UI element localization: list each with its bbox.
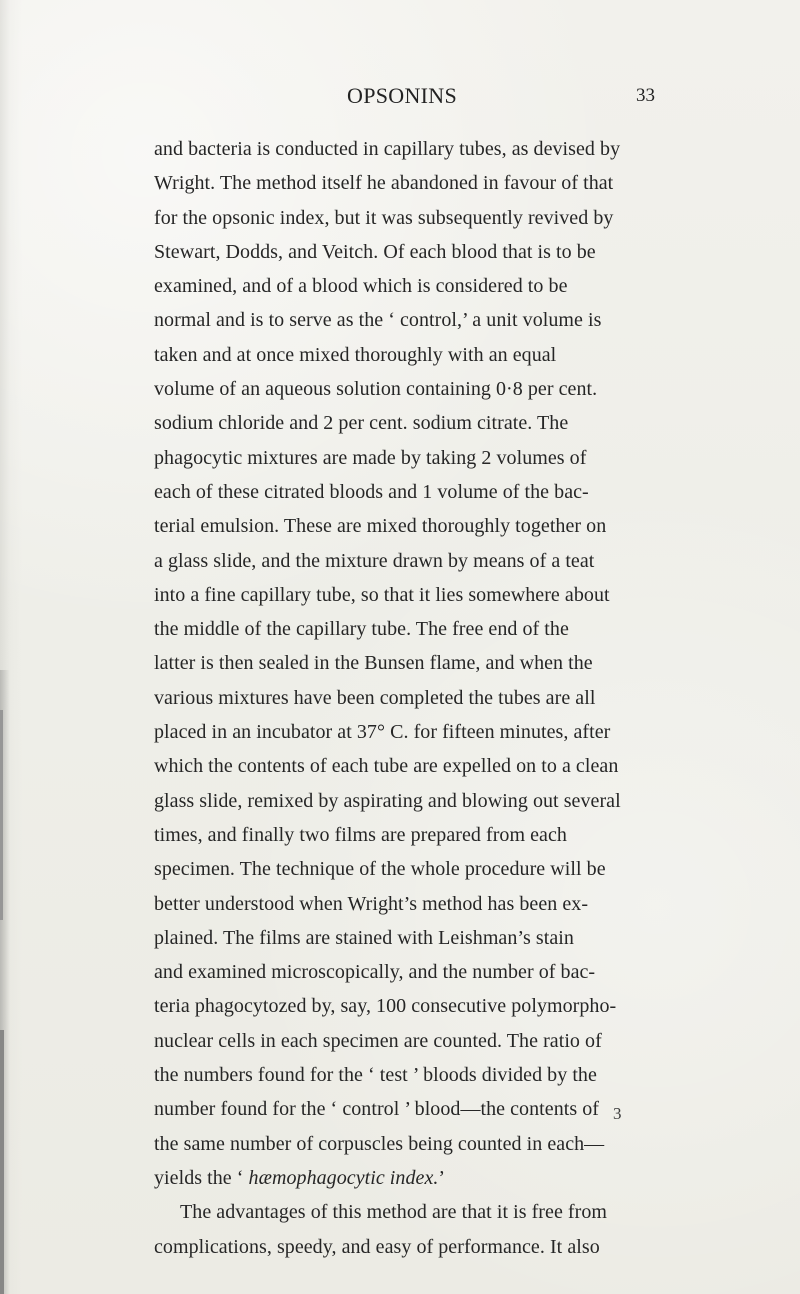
text-line: the numbers found for the ‘ test ’ bloods divided by the xyxy=(154,1064,597,1087)
text-line: times, and finally two films are prepared from each xyxy=(154,823,567,846)
text-line: complications, speedy, and easy of performance. It also xyxy=(154,1235,600,1258)
text-line: each of these citrated bloods and 1 volume of the bac- xyxy=(154,480,589,503)
text-line: various mixtures have been completed the tubes are all xyxy=(154,686,596,709)
text-line: volume of an aqueous solution containing 0·8 per cent. xyxy=(154,378,598,401)
text-line: sodium chloride and 2 per cent. sodium citrate. The xyxy=(154,412,569,435)
text-line: terial emulsion. These are mixed thoroughly together on xyxy=(154,515,607,538)
text-line: number found for the ‘ control ’ blood—the contents of xyxy=(154,1098,599,1121)
text-line: nuclear cells in each specimen are counted. The ratio of xyxy=(154,1029,602,1052)
text-line: into a fine capillary tube, so that it lies somewhere about xyxy=(154,583,610,606)
paragraph-start-line: The advantages of this method are that it is free from xyxy=(180,1201,607,1224)
index-prefix: yields the ‘ xyxy=(154,1166,249,1189)
running-header xyxy=(0,82,800,110)
page-number: 33 xyxy=(636,85,655,106)
text-line: the middle of the capillary tube. The free end of the xyxy=(154,618,569,641)
index-definition-line xyxy=(154,1161,654,1195)
text-line: normal and is to serve as the ‘ control,’ a unit volume is xyxy=(154,309,602,332)
text-line: specimen. The technique of the whole procedure will be xyxy=(154,858,606,881)
page-title: OPSONINS xyxy=(347,83,457,108)
text-line: phagocytic mixtures are made by taking 2 volumes of xyxy=(154,446,587,469)
text-line: and bacteria is conducted in capillary tubes, as devised by xyxy=(154,138,621,160)
text-line: latter is then sealed in the Bunsen flame, and when the xyxy=(154,652,593,675)
text-line: plained. The films are stained with Leishman’s stain xyxy=(154,926,574,949)
main-text xyxy=(154,132,654,1264)
text-line: teria phagocytozed by, say, 100 consecutive polymorpho- xyxy=(154,995,617,1018)
text-line: for the opsonic index, but it was subsequently revived by xyxy=(154,206,614,229)
text-line: placed in an incubator at 37° C. for fifteen minutes, after xyxy=(154,721,611,744)
text-line: glass slide, remixed by aspirating and blowing out several xyxy=(154,789,621,812)
text-line: taken and at once mixed thoroughly with an equal xyxy=(154,343,557,366)
index-term: hæmophagocytic index. xyxy=(248,1166,439,1189)
text-line: Stewart, Dodds, and Veitch. Of each blood that is to be xyxy=(154,240,596,263)
text-line: better understood when Wright’s method has been ex- xyxy=(154,892,589,915)
text-line: the same number of corpuscles being counted in each— xyxy=(154,1132,605,1155)
text-line: Wright. The method itself he abandoned in favour of that xyxy=(154,172,614,195)
index-suffix: ’ xyxy=(438,1166,446,1189)
text-line: and examined microscopically, and the number of bac- xyxy=(154,961,596,984)
binding-edge-marks xyxy=(0,670,10,1294)
text-line: examined, and of a blood which is considered to be xyxy=(154,275,568,298)
text-line: which the contents of each tube are expelled on to a clean xyxy=(154,755,619,778)
text-line: a glass slide, and the mixture drawn by means of a teat xyxy=(154,549,595,572)
signature-mark: 3 xyxy=(613,1104,622,1123)
